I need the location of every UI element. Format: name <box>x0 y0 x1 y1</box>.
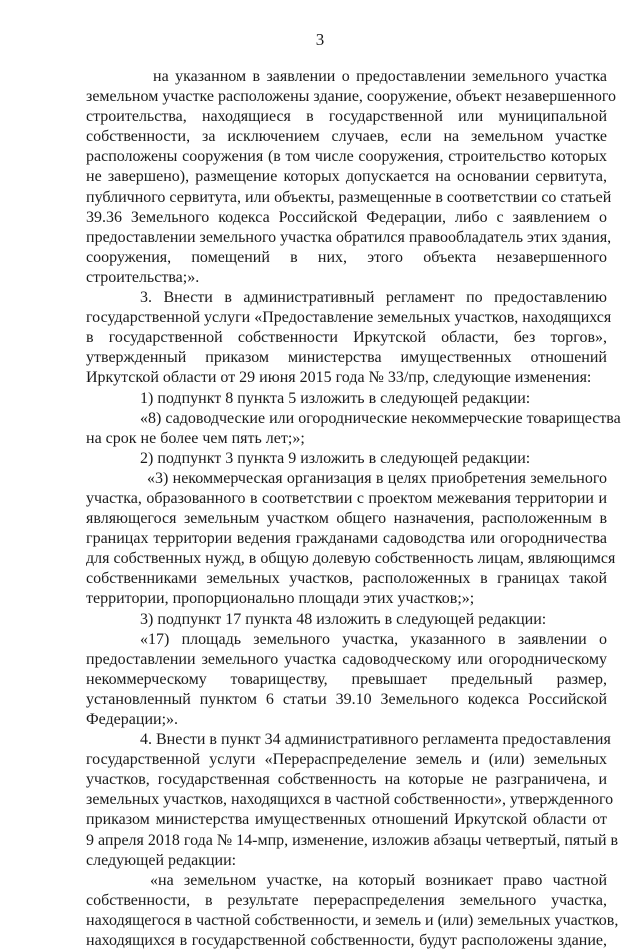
text-line: собственности, за исключением случаев, если на земельном участке <box>86 128 607 146</box>
text-line: земельных участков, находящихся в частной собственности», утвержденного <box>86 791 614 809</box>
page-number: 3 <box>315 30 325 49</box>
text-line: земельном участке расположены здание, сооружение, объект незавершенного <box>86 88 617 106</box>
text-line: являющегося земельным участком общего назначения, расположенным в <box>86 510 607 528</box>
text-line: в государственной собственности Иркутской области, без торгов», <box>86 329 607 347</box>
text-line: 4. Внести в пункт 34 административного регламента предоставления <box>140 731 611 749</box>
text-line: приказом министерства имущественных отношений Иркутской области от <box>86 811 607 829</box>
text-line: участков, государственная собственность на которые не разграничена, и <box>86 771 607 789</box>
text-line: следующей редакции: <box>86 851 237 869</box>
text-line: «на земельном участке, на который возникает право частной <box>150 871 607 889</box>
text-line: для собственных нужд, в общую долевую собственность лицам, являющимся <box>86 550 616 568</box>
text-line: находящегося в частной собственности, и земель и (или) земельных участков, <box>86 911 619 929</box>
text-line: утвержденный приказом министерства имущественных отношений <box>86 349 607 367</box>
document-body <box>86 67 621 951</box>
text-line: 2) подпункт 3 пункта 9 изложить в следующей редакции: <box>140 449 531 467</box>
text-line: государственной услуги «Перераспределение земель и (или) земельных <box>86 751 607 769</box>
text-line: территории, пропорционально площади этих участков;»; <box>86 590 475 608</box>
text-line: сооружения, помещений в них, этого объекта незавершенного <box>86 248 607 266</box>
text-line: Федерации;». <box>86 711 179 728</box>
text-line: 9 апреля 2018 года № 14-мпр, изменение, изложив абзацы четвертый, пятый в <box>86 831 619 849</box>
text-line: «17) площадь земельного участка, указанного в заявлении о <box>140 630 607 648</box>
text-line: участка, образованного в соответствии с проектом межевания территории и <box>86 489 607 507</box>
text-line: строительства;». <box>86 268 200 286</box>
text-line: некоммерческому товариществу, превышает предельный размер, <box>86 670 607 688</box>
text-line: находящихся в государственной собственности, будут расположены здание, <box>86 932 607 950</box>
text-line: собственниками земельных участков, расположенных в границах такой <box>86 570 607 588</box>
text-line: 3) подпункт 17 пункта 48 изложить в следующей редакции: <box>140 610 547 628</box>
text-line: на срок не более чем пять лет;»; <box>86 429 305 447</box>
text-line: предоставлении земельного участка садоводческому или огородническому <box>86 650 607 668</box>
text-line: 3. Внести в административный регламент по предоставлению <box>140 289 607 307</box>
text-line: не завершено), размещение которых допускается на основании сервитута, <box>86 168 607 186</box>
text-line: строительства, находящиеся в государственной или муниципальной <box>86 108 607 126</box>
text-line: предоставлении земельного участка обратился правообладатель этих здания, <box>86 228 612 246</box>
text-line: публичного сервитута, или объекты, размещенные в соответствии со статьей <box>86 188 612 206</box>
text-line: границах территории ведения гражданами садоводства или огородничества <box>86 530 607 548</box>
text-line: собственности, в результате перераспределения земельного участка, <box>86 891 607 909</box>
text-line: на указанном в заявлении о предоставлении земельного участка <box>153 68 607 85</box>
text-line: «8) садоводческие или огороднические некоммерческие товарищества <box>140 409 621 427</box>
text-line: 39.36 Земельного кодекса Российской Федерации, либо с заявлением о <box>86 208 607 226</box>
text-line: «3) некоммерческая организация в целях приобретения земельного <box>147 469 607 487</box>
text-line: установленный пунктом 6 статьи 39.10 Земельного кодекса Российской <box>86 690 607 708</box>
text-line: Иркутской области от 29 июня 2015 года № 33/пр, следующие изменения: <box>86 369 592 387</box>
text-line: расположены сооружения (в том числе сооружения, строительство которых <box>86 148 607 166</box>
text-line: государственной услуги «Предоставление земельных участков, находящихся <box>86 309 612 327</box>
text-line: 1) подпункт 8 пункта 5 изложить в следующей редакции: <box>140 389 531 407</box>
